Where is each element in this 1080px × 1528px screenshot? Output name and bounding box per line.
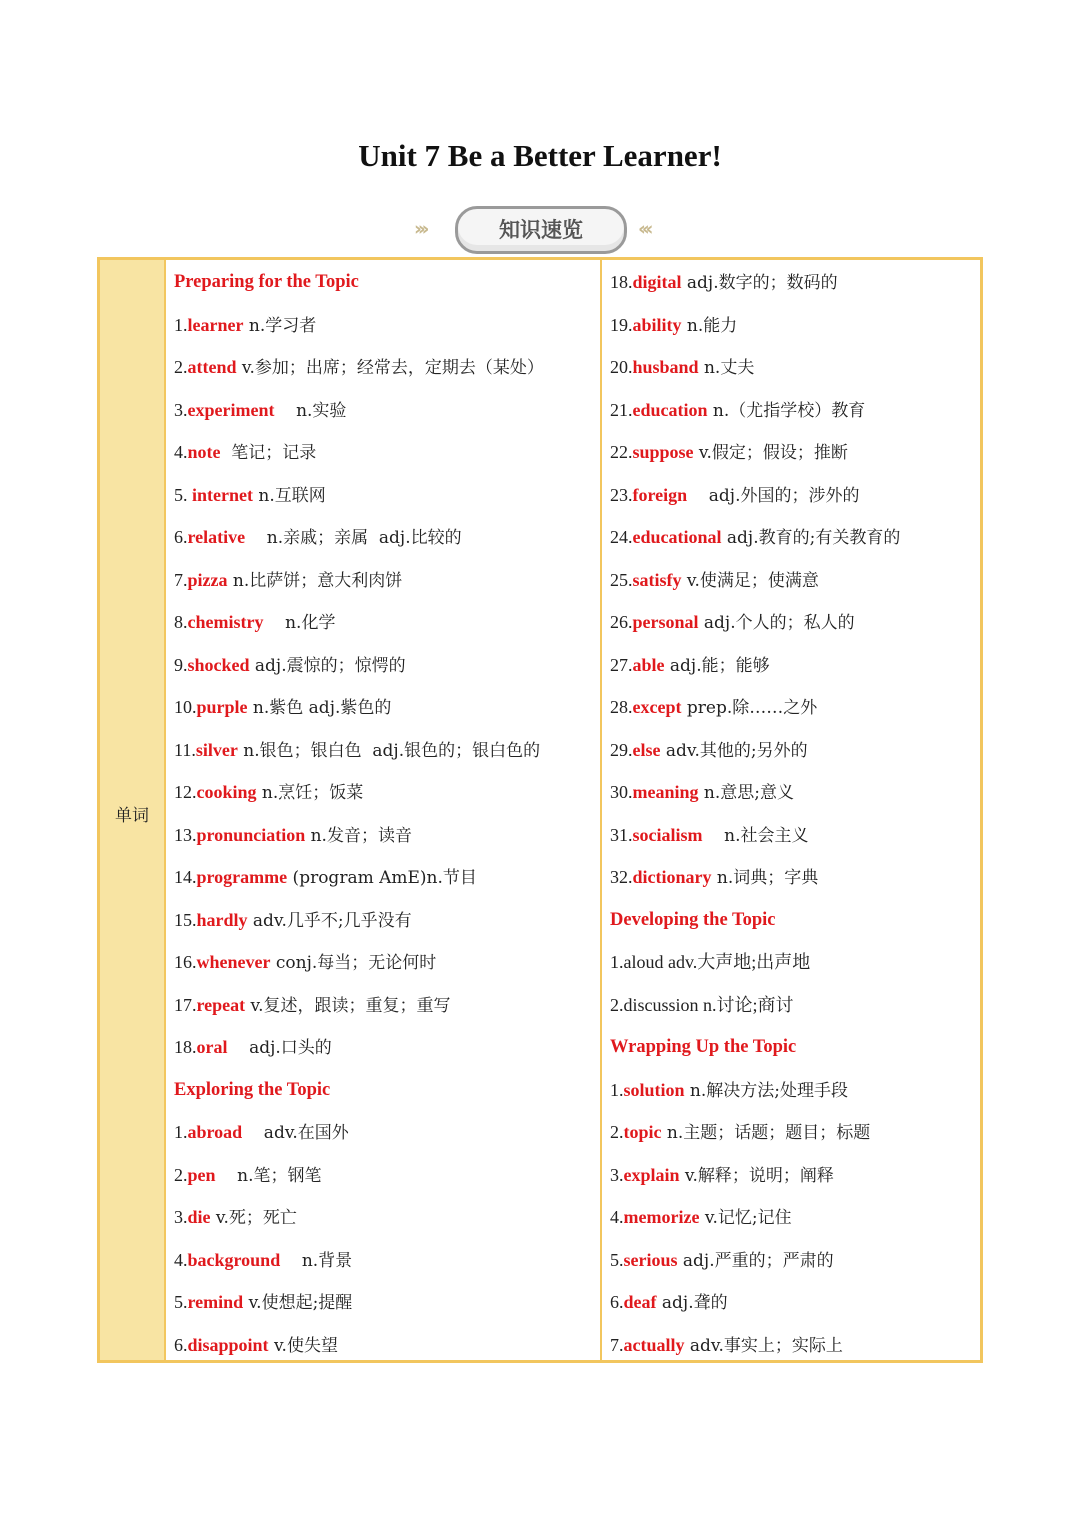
vocab-word: attend (187, 357, 237, 377)
vocab-word: satisfy (632, 569, 682, 590)
vocab-word: purple (196, 697, 248, 717)
vocab-definition: n.化学 (263, 613, 336, 633)
vocab-word: except (632, 697, 682, 717)
vocab-item (166, 1196, 600, 1239)
item-number: 7. (610, 1334, 624, 1355)
item-number: 13. (174, 824, 197, 845)
vocab-definition: v.复述，跟读；重复；重写 (245, 995, 451, 1016)
vocab-word: background (187, 1249, 281, 1270)
vocab-item (166, 389, 600, 432)
vocab-word: actually (623, 1334, 685, 1355)
vocab-definition: n.实验 (274, 400, 347, 421)
vocab-definition: adj.教育的;有关教育的 (721, 528, 901, 548)
section-heading (602, 1026, 980, 1069)
item-number: 3. (174, 399, 188, 420)
vocab-item (166, 814, 600, 857)
vocab-item (602, 261, 980, 304)
vocab-item (602, 644, 980, 687)
vocab-word: learner (187, 314, 244, 335)
vocab-item (166, 1281, 600, 1324)
vocabulary-table (97, 257, 983, 1363)
section-heading-text: Preparing for the Topic (174, 272, 359, 292)
vocab-word: hardly (196, 909, 248, 930)
vocab-word: topic (623, 1122, 662, 1142)
item-number: 12. (174, 782, 197, 802)
vocab-definition: adj.震惊的；惊愕的 (249, 655, 406, 676)
vocab-definition: v.参加；出席；经常去，定期去（某处） (236, 358, 544, 378)
vocab-item (602, 474, 980, 517)
vocab-item (166, 686, 600, 729)
item-number: 4. (174, 1249, 188, 1270)
vocab-item (602, 771, 980, 814)
vocab-definition: adj.能；能够 (664, 655, 770, 676)
vocab-definition: adj.口头的 (227, 1038, 332, 1058)
vocab-word: pronunciation (196, 824, 306, 845)
vocab-item (602, 516, 980, 559)
vocab-item (166, 1239, 600, 1282)
item-number: 2. (610, 1122, 624, 1142)
item-number: 31. (610, 824, 633, 845)
vocab-word: personal (632, 612, 699, 632)
vocab-word: solution (623, 1079, 685, 1100)
vocab-word: foreign (632, 484, 688, 505)
vocab-definition: n.意思;意义 (698, 783, 794, 803)
vocab-item (166, 941, 600, 984)
vocab-item (602, 686, 980, 729)
vocab-definition: n.亲戚；亲属 adj.比较的 (245, 528, 462, 548)
item-number: 5. (174, 1292, 188, 1312)
vocab-item (166, 729, 600, 772)
vocab-definition: adv.事实上；实际上 (684, 1335, 843, 1356)
vocab-item (166, 644, 600, 687)
item-number: 21. (610, 399, 633, 420)
item-number: 30. (610, 782, 633, 802)
vocab-definition: (program AmE)n.节目 (287, 868, 477, 888)
vocab-definition: n.互联网 (252, 485, 326, 506)
item-number: 18. (610, 272, 633, 292)
vocab-item (166, 601, 600, 644)
vocab-word: education (632, 399, 708, 420)
item-number: 32. (610, 867, 633, 887)
item-number: 18. (174, 1037, 197, 1057)
vocab-definition: v.使满足；使满意 (681, 570, 819, 591)
vocab-item (166, 1154, 600, 1197)
vocab-definition: v.死；死亡 (210, 1208, 297, 1228)
vocab-definition: n.主题；话题；题目；标题 (661, 1123, 871, 1143)
item-number: 23. (610, 484, 633, 505)
vocab-item (602, 1281, 980, 1324)
vocab-item (166, 1026, 600, 1069)
page-title: Unit 7 Be a Better Learner! (358, 138, 722, 173)
vocab-word: silver (195, 739, 238, 760)
vocab-word: ability (632, 314, 682, 335)
vocab-definition: n.笔；钢笔 (215, 1165, 322, 1186)
vocab-item (602, 431, 980, 474)
vocab-definition: adj.外国的；涉外的 (687, 485, 860, 506)
vocab-definition: n.比萨饼；意大利肉饼 (227, 570, 403, 591)
category-label: 单词 (115, 806, 149, 826)
vocab-item (602, 346, 980, 389)
vocab-word: explain (623, 1164, 680, 1185)
vocab-definition: adv.几乎不;几乎没有 (247, 910, 412, 931)
vocab-definition: n.社会主义 (702, 825, 809, 846)
vocab-word: remind (187, 1292, 244, 1312)
vocab-word: internet (192, 484, 253, 505)
vocab-definition: n.丈夫 (698, 358, 755, 378)
vocab-word: repeat (196, 994, 246, 1015)
vocab-item (602, 814, 980, 857)
vocab-definition: adj.个人的；私人的 (698, 613, 855, 633)
vocab-item (602, 1239, 980, 1282)
vocab-item (166, 984, 600, 1027)
vocab-item (166, 304, 600, 347)
item-number: 3. (610, 1164, 624, 1185)
vocab-definition: adv.在国外 (242, 1123, 349, 1143)
item-number: 1. (174, 1122, 188, 1142)
vocab-word: able (632, 654, 665, 675)
double-chevron-right-icon: ››› (414, 218, 426, 240)
item-number: 20. (610, 357, 633, 377)
vocab-item (602, 601, 980, 644)
item-number: 14. (174, 867, 197, 887)
vocab-definition: adj.聋的 (656, 1293, 728, 1313)
double-chevron-left-icon: ‹‹‹ (638, 218, 650, 240)
vocab-item (602, 729, 980, 772)
vocab-item (602, 1069, 980, 1112)
item-number: 6. (174, 1334, 188, 1355)
item-number: 28. (610, 697, 633, 717)
item-number: 16. (174, 952, 197, 972)
vocab-item (602, 1324, 980, 1367)
vocab-definition: adj.严重的；严肃的 (677, 1250, 834, 1271)
vocab-item-text: 1.aloud adv.大声地;出声地 (610, 952, 811, 972)
item-number: 11. (174, 739, 196, 760)
vocab-item (602, 389, 980, 432)
item-number: 5. (610, 1249, 624, 1270)
item-number: 3. (174, 1207, 188, 1227)
vocab-definition: conj.每当；无论何时 (270, 953, 437, 973)
vocab-word: whenever (196, 952, 271, 972)
category-column (100, 260, 166, 1360)
item-number: 2. (174, 357, 188, 377)
vocab-item (166, 431, 600, 474)
vocab-word: meaning (632, 782, 699, 802)
vocab-word: deaf (623, 1292, 657, 1312)
vocab-item (602, 984, 980, 1027)
vocab-word: serious (623, 1249, 678, 1270)
vocab-item (166, 559, 600, 602)
vocab-word: husband (632, 357, 699, 377)
badge-label: 知识速览 (455, 206, 627, 254)
section-heading-text: Developing the Topic (610, 909, 776, 930)
vocab-word: educational (632, 527, 722, 547)
vocab-definition: n.发音；读音 (305, 825, 412, 846)
vocab-word: disappoint (187, 1334, 269, 1355)
item-number: 22. (610, 442, 633, 462)
vocab-item (166, 856, 600, 899)
vocab-definition: n.背景 (280, 1250, 353, 1271)
vocab-item (602, 559, 980, 602)
vocab-definition: v.解释；说明；阐释 (679, 1165, 834, 1186)
vocab-word: experiment (187, 399, 275, 420)
section-heading-text: Exploring the Topic (174, 1079, 331, 1100)
item-number: 1. (610, 1079, 624, 1100)
item-number: 10. (174, 697, 197, 717)
section-heading (602, 899, 980, 942)
vocab-word: memorize (623, 1207, 700, 1227)
item-number: 24. (610, 527, 633, 547)
vocab-word: dictionary (632, 867, 712, 887)
vocab-item (602, 941, 980, 984)
vocab-definition: n.（尤指学校）教育 (707, 400, 866, 421)
vocab-word: shocked (187, 654, 250, 675)
vocab-word: digital (632, 272, 682, 292)
vocab-item (602, 304, 980, 347)
section-badge (0, 206, 1080, 254)
vocab-definition: n.能力 (681, 315, 738, 336)
vocab-definition: n.银色；银白色 adj.银色的；银白色的 (237, 740, 541, 761)
vocab-word: suppose (632, 442, 694, 462)
vocab-word: programme (196, 867, 288, 887)
vocab-item (166, 516, 600, 559)
vocab-definition: prep.除……之外 (681, 698, 818, 718)
vocab-item (166, 771, 600, 814)
vocab-item (602, 1196, 980, 1239)
vocab-word: cooking (196, 782, 257, 802)
section-heading (166, 261, 600, 304)
vocab-item (602, 1154, 980, 1197)
item-number: 4. (610, 1207, 624, 1227)
vocab-definition: v.记忆;记住 (699, 1208, 792, 1228)
vocab-item (166, 1324, 600, 1367)
item-number: 17. (174, 994, 197, 1015)
vocab-word: else (632, 739, 661, 760)
vocab-item (166, 899, 600, 942)
vocab-column-left (166, 260, 602, 1360)
item-number: 5. (174, 484, 192, 505)
item-number: 25. (610, 569, 633, 590)
vocab-item (166, 474, 600, 517)
vocab-word: pen (187, 1164, 216, 1185)
vocab-definition: adv.其他的;另外的 (660, 740, 808, 761)
vocab-definition: n.解决方法;处理手段 (684, 1080, 849, 1101)
section-heading-text: Wrapping Up the Topic (610, 1037, 797, 1057)
item-number: 6. (610, 1292, 624, 1312)
vocab-word: socialism (632, 824, 703, 845)
vocab-definition: n.烹饪；饭菜 (256, 783, 364, 803)
item-number: 4. (174, 442, 188, 462)
item-number: 2. (174, 1164, 188, 1185)
vocab-definition: adj.数字的；数码的 (681, 273, 838, 293)
vocab-definition: n.词典；字典 (711, 868, 819, 888)
vocab-definition: 笔记；记录 (220, 443, 317, 463)
item-number: 1. (174, 314, 188, 335)
vocab-word: oral (196, 1037, 228, 1057)
item-number: 26. (610, 612, 633, 632)
vocab-definition: v.使失望 (268, 1335, 338, 1356)
item-number: 6. (174, 527, 188, 547)
vocab-word: pizza (187, 569, 228, 590)
vocab-word: abroad (187, 1122, 243, 1142)
item-number: 7. (174, 569, 188, 590)
vocab-word: chemistry (187, 612, 264, 632)
section-heading (166, 1069, 600, 1112)
vocab-item (166, 1111, 600, 1154)
item-number: 8. (174, 612, 188, 632)
item-number: 15. (174, 909, 197, 930)
item-number: 27. (610, 654, 633, 675)
vocab-item (602, 856, 980, 899)
item-number: 9. (174, 654, 188, 675)
vocab-item (602, 1111, 980, 1154)
vocab-definition: v.假定；假设；推断 (693, 443, 848, 463)
vocab-word: relative (187, 527, 246, 547)
item-number: 19. (610, 314, 633, 335)
vocab-definition: n.紫色 adj.紫色的 (247, 698, 392, 718)
vocab-column-right (602, 260, 980, 1360)
vocab-item (166, 346, 600, 389)
item-number: 29. (610, 739, 633, 760)
vocab-word: note (187, 442, 221, 462)
vocab-word: die (187, 1207, 211, 1227)
vocab-item-text: 2.discussion n.讨论;商讨 (610, 994, 794, 1015)
vocab-definition: n.学习者 (243, 315, 317, 336)
vocab-definition: v.使想起;提醒 (243, 1293, 353, 1313)
